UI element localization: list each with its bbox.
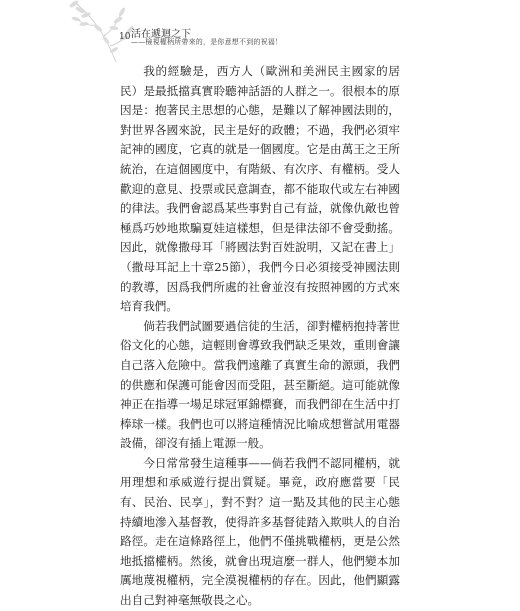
page-header — [0, 0, 520, 60]
book-title: 活在遞迴之下 — [131, 29, 191, 40]
page-number: 10 — [119, 32, 131, 42]
paragraph: 今日常常發生這種事——倘若我們不認同權柄，就用理想和承威遊行提出質疑。畢竟，政府應當要「民有、民治、民享」，對不對？這一點及其他的民主心態持續地滲入基督教，使得許多基督徒踏入欺哄人的自治路徑。走在這條路徑上，他們不僅挑戰權柄，更是公然地抵擋權柄。然後，就會出現這麼一群人，他們變本加厲地蔑視權柄，完全漠視權柄的存在。因此，他們顯露出自己對神毫無敬畏之心。 — [120, 455, 400, 608]
paragraph: 倘若我們試圖要過信徒的生活，卻對權柄抱持著世俗文化的心態，這輕則會導致我們缺乏果效，重則會讓自己落入危險中。當我們遠離了真實生命的源頭，我們的供應和保護可能會因而受阻，甚至斷絕。這可能就像神正在指導一場足球冠軍錦標賽，而我們卻在生活中打棒球一樣。我們也可以將這種情況比喻成想嘗試用電器設備，卻沒有插上電源一般。 — [120, 318, 400, 451]
decorative-branch-illustration — [60, 0, 140, 62]
book-subtitle: ——檢視權柄所帶來的，是你意想不到的祝福！ — [131, 38, 283, 46]
paragraph: 我的經驗是，西方人（歐洲和美洲民主國家的居民）是最抵擋真實聆聽神話語的人群之一。很根本的原因是：抱著民主思想的心態，是難以了解神國法則的，對世界各國來說，民主是好的政體；不過，我們必須牢記神的國度，它真的就是一個國度。它是由萬王之王所統治，在這個國度中，有階級、有次序、有權柄。受人歡迎的意見、投票或民意調查，都不能取代或左右神國的律法。我們會認爲某些事對自己有益，就像仇敵也曾極爲巧妙地欺騙夏娃這樣想，但是律法卻不會受動搖。因此，就像撒母耳「將國法對百姓說明，又記在書上」（撒母耳記上十章25節），我們今日必須接受神國法則的教導，因爲我們所處的社會並沒有按照神國的方式來培育我們。 — [120, 64, 400, 314]
page-body — [120, 62, 400, 611]
